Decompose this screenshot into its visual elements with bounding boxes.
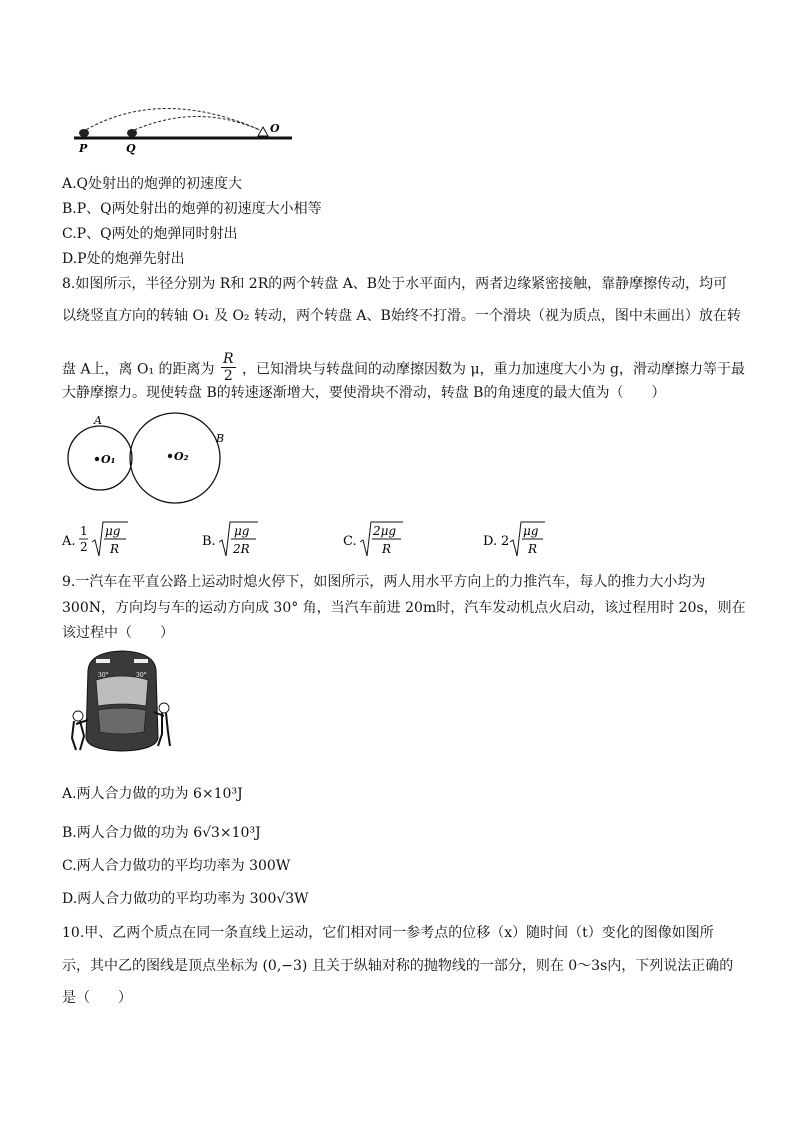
q9-option-c: C.两人合力做功的平均功率为 300W: [62, 858, 291, 874]
q7-option-b: B.P、Q两处射出的炮弹的初速度大小相等: [62, 201, 322, 217]
q8-opt-a-num: μg: [105, 524, 121, 538]
q8-option-b: [202, 518, 272, 566]
discs-figure: [62, 408, 242, 508]
q8-opt-a-coef-den: 2: [80, 540, 88, 554]
q8-opt-c-den: R: [382, 542, 392, 556]
q9-line-1: 9.一汽车在平直公路上运动时熄火停下，如图所示，两人用水平方向上的力推汽车，每人的推力大小均为: [62, 574, 706, 590]
q9-line-2: 300N，方向均与车的运动方向成 30° 角，当汽车前进 20m时，汽车发动机点火启动，该过程用时 20s，则在: [62, 600, 746, 616]
q8-option-c: [343, 518, 413, 566]
q8-opt-a-den: R: [110, 542, 120, 556]
q8-option-d: [483, 518, 563, 566]
q8-frac-den: 2: [223, 368, 233, 384]
q8-opt-a-coef-num: 1: [80, 524, 88, 538]
label-q: Q: [126, 142, 136, 155]
q8-line-1: 8.如图所示，半径分别为 R和 2R的两个转盘 A、B处于水平面内，两者边缘紧密接触，靠静摩擦传动，均可: [62, 276, 728, 292]
fig-angle-right: 30°: [136, 672, 147, 679]
q10-line-1: 10.甲、乙两个质点在同一条直线上运动，它们相对同一参考点的位移（x）随时间（t）变化的图像如图所: [62, 925, 714, 941]
q8-opt-c-num: 2μg: [373, 524, 397, 538]
label-o1: O₁: [101, 453, 116, 466]
q8-line-2: 以绕竖直方向的转轴 O₁ 及 O₂ 转动，两个转盘 A、B始终不打滑。一个滑块（视为质点，图中未画出）放在转: [62, 308, 741, 324]
q10-line-2: 示，其中乙的图线是顶点坐标为 (0,−3) 且关于纵轴对称的抛物线的一部分，则在 0～3s内，下列说法正确的: [62, 958, 734, 974]
q8-line-3b: ，已知滑块与转盘间的动摩擦因数为 μ，重力加速度大小为 g，滑动摩擦力等于最: [242, 361, 745, 378]
label-o2: O₂: [174, 450, 189, 463]
label-disc-b: B: [216, 432, 225, 445]
q8-opt-d-den: R: [528, 542, 538, 556]
label-o: O: [270, 122, 280, 135]
q10-line-3: 是（ ）: [62, 990, 132, 1006]
q8-fraction: [221, 351, 236, 384]
q7-option-c: C.P、Q两处的炮弹同时射出: [62, 226, 238, 242]
car-push-figure: [66, 646, 178, 754]
fig-angle-left: 30°: [98, 672, 109, 679]
q8-frac-num: R: [223, 351, 234, 367]
q8-opt-b-den: 2R: [233, 542, 250, 556]
q8-option-a: [62, 518, 142, 566]
q9-line-3: 该过程中（ ）: [62, 625, 174, 641]
q9-option-d: D.两人合力做功的平均功率为 300√3W: [62, 891, 309, 907]
label-p: P: [79, 142, 88, 155]
q8-opt-d-prefix: D.: [483, 534, 498, 549]
q8-line-3: [62, 353, 745, 386]
q7-option-a: A.Q处射出的炮弹的初速度大: [62, 176, 243, 192]
q8-opt-b-num: μg: [234, 524, 250, 538]
q8-opt-d-coef: 2: [501, 534, 510, 549]
q9-option-a: A.两人合力做的功为 6×10³J: [62, 786, 243, 802]
q9-option-b: B.两人合力做的功为 6√3×10³J: [62, 825, 261, 841]
label-disc-a: A: [94, 414, 102, 427]
q8-opt-b-prefix: B.: [202, 534, 216, 549]
q8-opt-d-num: μg: [523, 524, 539, 538]
q8-opt-c-prefix: C.: [343, 534, 357, 549]
q8-line-4: 大静摩擦力。现使转盘 B的转速逐渐增大，要使滑块不滑动，转盘 B的角速度的最大值为（ ）: [62, 385, 666, 401]
projectile-figure: [70, 108, 295, 156]
q8-opt-a-prefix: A.: [62, 534, 76, 549]
q8-line-3a: 盘 A上，离 O₁ 的距离为: [62, 361, 215, 378]
q7-option-d: D.P处的炮弹先射出: [62, 251, 185, 267]
